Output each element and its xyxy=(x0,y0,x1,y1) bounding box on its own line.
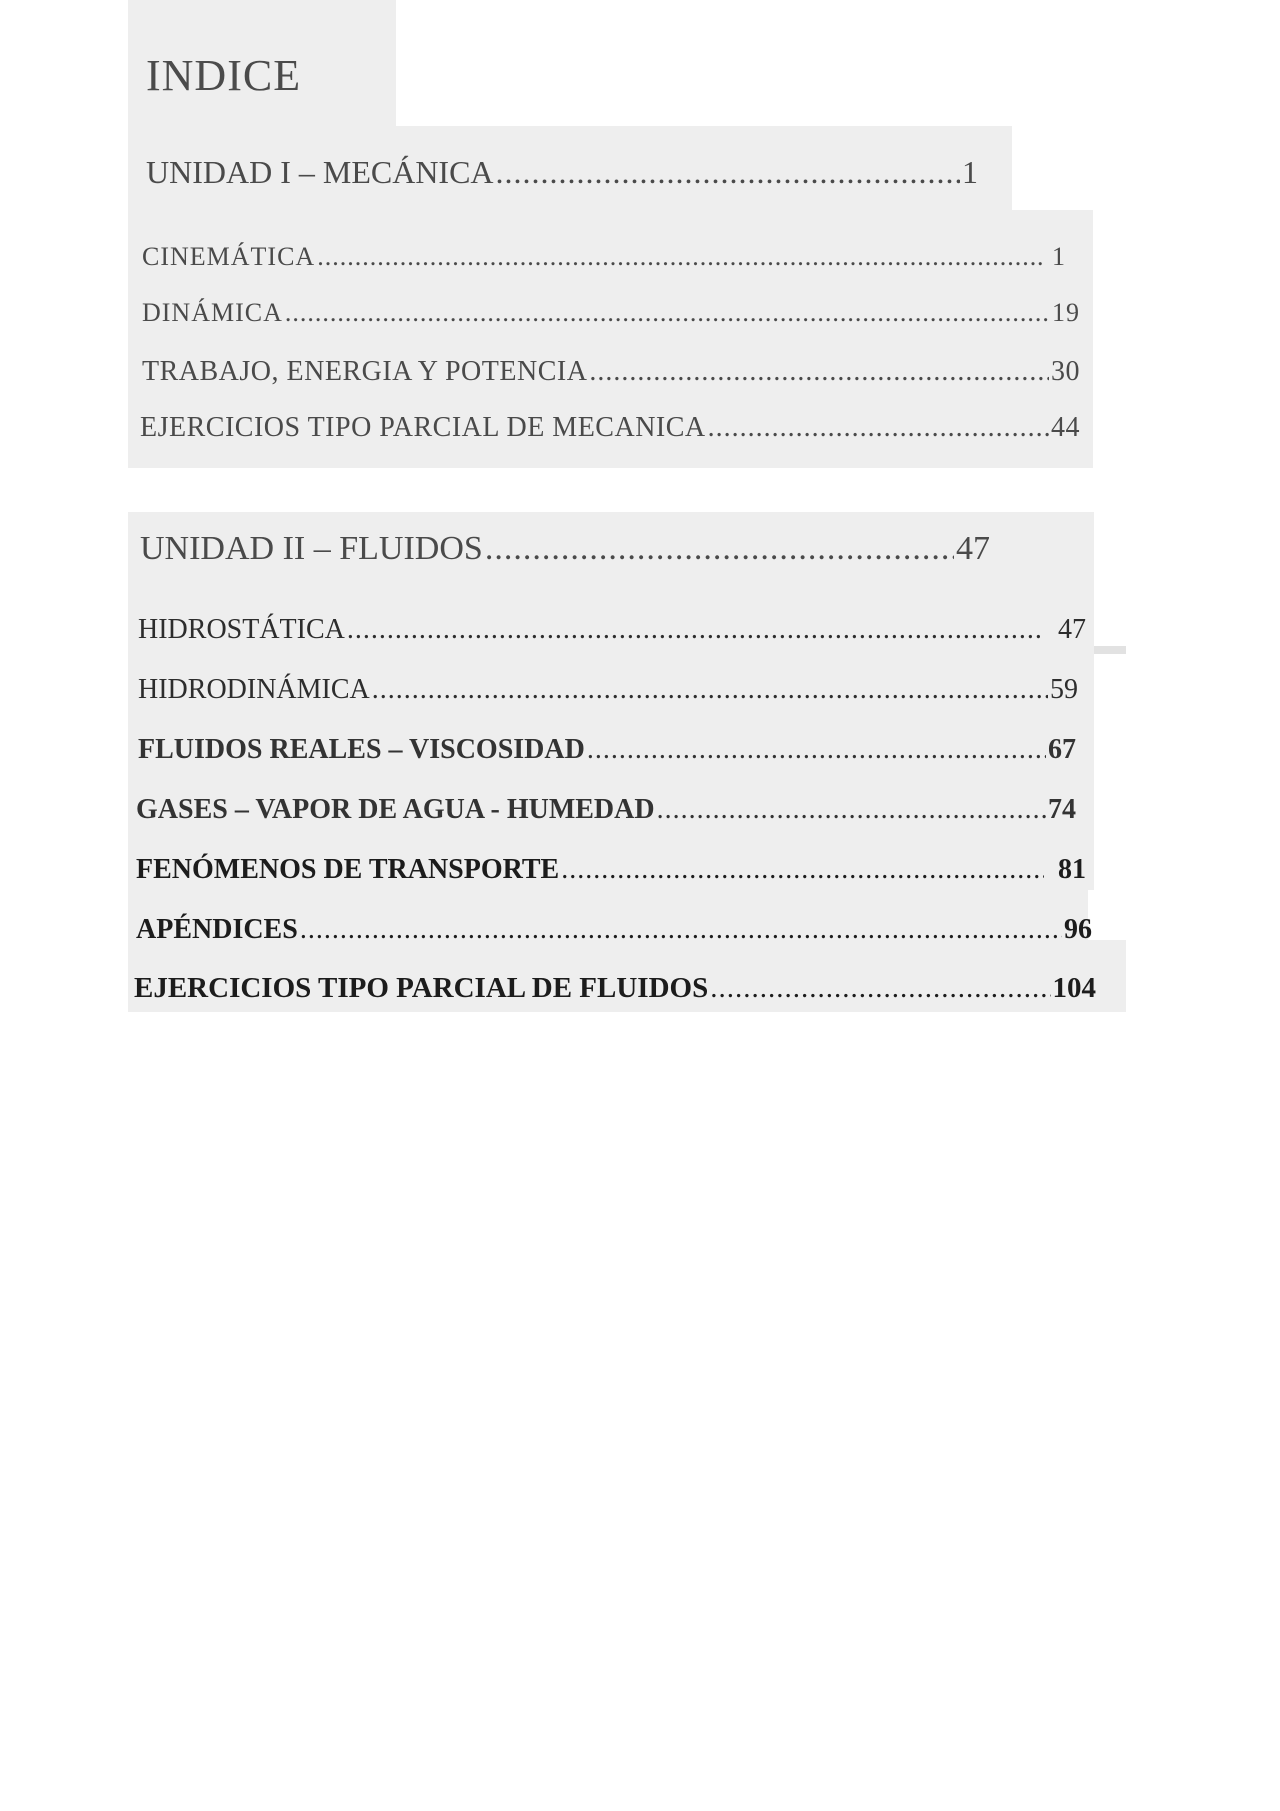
toc-entry-page: 74 xyxy=(1048,794,1076,825)
unit-2-heading-label: UNIDAD II – FLUIDOS xyxy=(140,530,483,567)
toc-entry-page: 104 xyxy=(1052,972,1096,1004)
toc-entry-page: 19 xyxy=(1052,298,1080,327)
toc-entry-label: HIDROSTÁTICA xyxy=(138,614,345,645)
index-title: INDICE xyxy=(146,51,302,100)
leader-dots xyxy=(372,674,1048,706)
toc-entry-label: GASES – VAPOR DE AGUA - HUMEDAD xyxy=(136,794,655,825)
leader-dots xyxy=(657,794,1046,826)
leader-dots xyxy=(589,356,1049,388)
toc-entry-fenomenos xyxy=(136,854,1086,886)
toc-entry-cinematica xyxy=(142,242,1066,272)
leader-dots xyxy=(496,154,960,191)
toc-entry-fluidos-reales xyxy=(138,734,1076,766)
unit-2-heading xyxy=(140,530,990,568)
toc-entry-label: DINÁMICA xyxy=(142,298,283,327)
unit-1-heading-label: UNIDAD I – MECÁNICA xyxy=(146,154,494,190)
leader-dots xyxy=(300,914,1062,946)
toc-entry-label: HIDRODINÁMICA xyxy=(138,674,370,705)
toc-entry-page: 30 xyxy=(1051,356,1080,387)
leader-dots xyxy=(347,614,1040,646)
leader-dots xyxy=(317,242,1035,272)
toc-entry-label: FENÓMENOS DE TRANSPORTE xyxy=(136,854,560,885)
toc-entry-hidrostatica xyxy=(138,614,1086,646)
unit-1-heading-page: 1 xyxy=(962,154,978,190)
toc-entry-label: FLUIDOS REALES – VISCOSIDAD xyxy=(138,734,585,765)
leader-dots xyxy=(485,530,954,568)
toc-entry-dinamica xyxy=(142,298,1080,328)
unit-2-heading-page: 47 xyxy=(956,530,990,567)
unit-1-heading xyxy=(146,154,978,191)
leader-dots xyxy=(285,298,1050,328)
toc-entry-ejercicios-fluidos xyxy=(134,972,1096,1005)
toc-entry-trabajo xyxy=(142,356,1080,388)
toc-entry-page: . 1 xyxy=(1037,242,1066,271)
toc-entry-label: TRABAJO, ENERGIA Y POTENCIA xyxy=(142,356,588,387)
toc-entry-hidrodinamica xyxy=(138,674,1078,706)
toc-entry-page: 59 xyxy=(1050,674,1078,705)
leader-dots xyxy=(708,412,1049,444)
toc-entry-label: APÉNDICES xyxy=(136,914,298,945)
leader-dots xyxy=(587,734,1046,766)
toc-entry-label: CINEMÁTICA xyxy=(142,242,316,271)
toc-entry-page: 44 xyxy=(1051,412,1080,443)
toc-entry-page: 47 xyxy=(1058,614,1086,645)
toc-entry-ejercicios-mecanica xyxy=(140,412,1080,444)
toc-entry-page: 81 xyxy=(1058,854,1086,885)
toc-entry-apendices xyxy=(136,914,1092,946)
toc-entry-gases xyxy=(136,794,1076,826)
scan-edge-mark xyxy=(1094,646,1126,654)
toc-entry-page: 96 xyxy=(1064,914,1092,945)
leader-dots xyxy=(561,854,1044,886)
leader-dots xyxy=(710,972,1050,1005)
toc-entry-page: 67 xyxy=(1048,734,1076,765)
toc-entry-label: EJERCICIOS TIPO PARCIAL DE FLUIDOS xyxy=(134,972,709,1004)
toc-entry-label: EJERCICIOS TIPO PARCIAL DE MECANICA xyxy=(140,412,706,443)
